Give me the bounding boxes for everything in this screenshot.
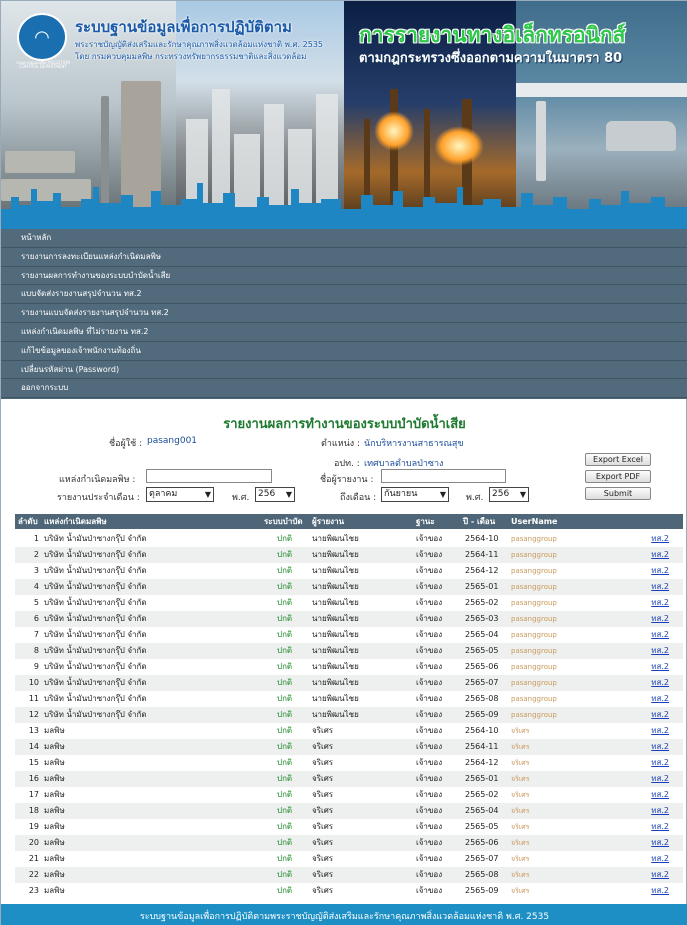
cell-user: pasanggroup bbox=[511, 551, 557, 559]
cell-no: 22 bbox=[28, 870, 39, 879]
cell-rep: นายพิฒนไชย bbox=[312, 678, 359, 687]
cell-user: pasanggroup bbox=[511, 663, 557, 671]
menu-item-wastewater-report[interactable]: รายงานผลการทำงานของระบบบำบัดน้ำเสีย bbox=[1, 267, 687, 286]
cell-name: มลพิษ bbox=[44, 774, 65, 783]
table-row bbox=[15, 659, 683, 675]
col-header-source: แหล่งกำเนิดมลพิษ bbox=[44, 517, 107, 526]
table-row bbox=[15, 787, 683, 803]
cell-name: บริษัท น้ำมันป่าซางกรุ๊ป จำกัด bbox=[44, 582, 147, 591]
cell-user: จริเศร bbox=[511, 727, 530, 735]
ts2-link[interactable]: ทส.2 bbox=[651, 726, 669, 735]
cell-user: pasanggroup bbox=[511, 711, 557, 719]
cell-name: มลพิษ bbox=[44, 822, 65, 831]
table-row bbox=[15, 579, 683, 595]
cell-stat: เจ้าของ bbox=[416, 630, 443, 639]
menu-item-logout[interactable]: ออกจากระบบ bbox=[1, 379, 687, 398]
cell-name: มลพิษ bbox=[44, 886, 65, 895]
cell-rep: นายพิฒนไชย bbox=[312, 694, 359, 703]
cell-sys: ปกติ bbox=[277, 630, 293, 639]
cell-no: 8 bbox=[33, 646, 39, 655]
cell-name: บริษัท น้ำมันป่าซางกรุ๊ป จำกัด bbox=[44, 534, 147, 543]
col-header-reporter: ผู้รายงาน bbox=[312, 517, 345, 526]
col-header-no: ลำดับ bbox=[18, 517, 38, 526]
cell-stat: เจ้าของ bbox=[416, 822, 443, 831]
cell-stat: เจ้าของ bbox=[416, 774, 443, 783]
cell-user: จริเศร bbox=[511, 855, 530, 863]
month-to-select[interactable] bbox=[381, 487, 449, 502]
cell-ym: 2565-06 bbox=[465, 662, 499, 671]
cell-sys: ปกติ bbox=[277, 710, 293, 719]
user-label: ชื่อผู้ใช้ : bbox=[109, 439, 143, 449]
source-input[interactable] bbox=[146, 469, 272, 483]
ts2-link[interactable]: ทส.2 bbox=[651, 550, 669, 559]
position-label: ตำแหน่ง : bbox=[321, 439, 361, 449]
cell-rep: จริเศร bbox=[312, 806, 334, 815]
table-row bbox=[15, 835, 683, 851]
ts2-link[interactable]: ทส.2 bbox=[651, 646, 669, 655]
table-row bbox=[15, 691, 683, 707]
cell-rep: นายพิฒนไชย bbox=[312, 550, 359, 559]
reporter-label: ชื่อผู้รายงาน : bbox=[320, 475, 374, 485]
table-row bbox=[15, 867, 683, 883]
ts2-link[interactable]: ทส.2 bbox=[651, 790, 669, 799]
menu-item-home[interactable]: หน้าหลัก bbox=[1, 229, 687, 248]
ts2-link[interactable]: ทส.2 bbox=[651, 854, 669, 863]
col-header-system: ระบบบำบัด bbox=[264, 517, 303, 526]
ts2-link[interactable]: ทส.2 bbox=[651, 630, 669, 639]
e-reporting-title: การรายงานทางอิเล็กทรอนิกส์ bbox=[359, 23, 626, 47]
table-row bbox=[15, 771, 683, 787]
cell-rep: จริเศร bbox=[312, 758, 334, 767]
cell-ym: 2565-07 bbox=[465, 678, 499, 687]
cell-no: 16 bbox=[28, 774, 39, 783]
col-header-year-month: ปี - เดือน bbox=[463, 517, 496, 526]
cell-stat: เจ้าของ bbox=[416, 646, 443, 655]
cell-sys: ปกติ bbox=[277, 678, 293, 687]
cell-ym: 2565-05 bbox=[465, 822, 499, 831]
cell-sys: ปกติ bbox=[277, 614, 293, 623]
ts2-link[interactable]: ทส.2 bbox=[651, 566, 669, 575]
cell-no: 18 bbox=[28, 806, 39, 815]
cell-ym: 2565-08 bbox=[465, 870, 499, 879]
cell-user: จริเศร bbox=[511, 871, 530, 879]
cell-ym: 2564-10 bbox=[465, 726, 499, 735]
cell-sys: ปกติ bbox=[277, 582, 293, 591]
table-row bbox=[15, 723, 683, 739]
table-row bbox=[15, 819, 683, 835]
cell-sys: ปกติ bbox=[277, 598, 293, 607]
cell-name: บริษัท น้ำมันป่าซางกรุ๊ป จำกัด bbox=[44, 646, 147, 655]
cell-rep: จริเศร bbox=[312, 774, 334, 783]
table-row bbox=[15, 851, 683, 867]
source-label: แหล่งกำเนิดมลพิษ : bbox=[59, 475, 136, 485]
cell-stat: เจ้าของ bbox=[416, 534, 443, 543]
cell-user: จริเศร bbox=[511, 775, 530, 783]
user-value: pasang001 bbox=[147, 436, 198, 446]
cell-stat: เจ้าของ bbox=[416, 870, 443, 879]
table-row bbox=[15, 675, 683, 691]
cell-no: 7 bbox=[33, 630, 39, 639]
cell-no: 20 bbox=[28, 838, 39, 847]
cell-sys: ปกติ bbox=[277, 822, 293, 831]
menu-item-ts2-form[interactable]: แบบจัดส่งรายงานสรุปจำนวน ทส.2 bbox=[1, 285, 687, 304]
cell-ym: 2564-11 bbox=[465, 550, 499, 559]
cell-name: บริษัท น้ำมันป่าซางกรุ๊ป จำกัด bbox=[44, 566, 147, 575]
cell-rep: นายพิฒนไชย bbox=[312, 646, 359, 655]
cell-no: 10 bbox=[28, 678, 39, 687]
cell-name: มลพิษ bbox=[44, 806, 65, 815]
cell-name: บริษัท น้ำมันป่าซางกรุ๊ป จำกัด bbox=[44, 694, 147, 703]
cell-stat: เจ้าของ bbox=[416, 806, 443, 815]
cell-rep: นายพิฒนไชย bbox=[312, 710, 359, 719]
submit-button[interactable]: Submit bbox=[585, 487, 651, 500]
cell-rep: นายพิฒนไชย bbox=[312, 582, 359, 591]
menu-item-source-registration[interactable]: รายงานการลงทะเบียนแหล่งกำเนิดมลพิษ bbox=[1, 248, 687, 267]
cell-name: มลพิษ bbox=[44, 838, 65, 847]
cell-name: บริษัท น้ำมันป่าซางกรุ๊ป จำกัด bbox=[44, 598, 147, 607]
cell-rep: จริเศร bbox=[312, 726, 334, 735]
cell-stat: เจ้าของ bbox=[416, 838, 443, 847]
cell-ym: 2564-12 bbox=[465, 758, 499, 767]
ts2-link[interactable]: ทส.2 bbox=[651, 614, 669, 623]
cell-name: บริษัท น้ำมันป่าซางกรุ๊ป จำกัด bbox=[44, 630, 147, 639]
cell-name: บริษัท น้ำมันป่าซางกรุ๊ป จำกัด bbox=[44, 614, 147, 623]
cell-ym: 2565-01 bbox=[465, 774, 499, 783]
cell-rep: นายพิฒนไชย bbox=[312, 598, 359, 607]
cell-stat: เจ้าของ bbox=[416, 758, 443, 767]
cell-stat: เจ้าของ bbox=[416, 726, 443, 735]
table-header bbox=[15, 514, 683, 529]
cell-sys: ปกติ bbox=[277, 870, 293, 879]
cell-no: 23 bbox=[28, 886, 39, 895]
cell-user: pasanggroup bbox=[511, 631, 557, 639]
cell-no: 6 bbox=[33, 614, 39, 623]
year-from-label: พ.ศ. bbox=[232, 493, 250, 503]
cell-user: pasanggroup bbox=[511, 679, 557, 687]
cell-sys: ปกติ bbox=[277, 854, 293, 863]
cell-ym: 2565-06 bbox=[465, 838, 499, 847]
cell-stat: เจ้าของ bbox=[416, 854, 443, 863]
cell-no: 13 bbox=[28, 726, 39, 735]
cell-no: 9 bbox=[33, 662, 39, 671]
table-row bbox=[15, 883, 683, 899]
logo-caption: กรมควบคุมมลพิษ POLLUTION CONTROL DEPARTMENT bbox=[15, 60, 71, 70]
cell-ym: 2565-04 bbox=[465, 630, 499, 639]
cell-stat: เจ้าของ bbox=[416, 582, 443, 591]
cell-ym: 2564-12 bbox=[465, 566, 499, 575]
cell-rep: นายพิฒนไชย bbox=[312, 534, 359, 543]
cell-name: มลพิษ bbox=[44, 790, 65, 799]
cell-name: บริษัท น้ำมันป่าซางกรุ๊ป จำกัด bbox=[44, 678, 147, 687]
org-value: เทศบาลตำบลป่าซาง bbox=[364, 459, 444, 469]
cell-no: 12 bbox=[28, 710, 39, 719]
cell-sys: ปกติ bbox=[277, 694, 293, 703]
col-header-status: ฐานะ bbox=[416, 517, 435, 526]
cell-name: มลพิษ bbox=[44, 726, 65, 735]
month-from-select[interactable] bbox=[146, 487, 214, 502]
table-row bbox=[15, 707, 683, 723]
table-row bbox=[15, 755, 683, 771]
cell-user: จริเศร bbox=[511, 887, 530, 895]
footer: ระบบฐานข้อมูลเพื่อการปฏิบัติตามพระราชบัญญัติส่งเสริมและรักษาคุณภาพสิ่งแวดล้อมแห่งชาติ พ.ศ. 2535 bbox=[1, 904, 687, 925]
export-excel-button[interactable]: Export Excel bbox=[585, 453, 651, 466]
cell-ym: 2565-05 bbox=[465, 646, 499, 655]
ts2-link[interactable]: ทส.2 bbox=[651, 870, 669, 879]
cell-sys: ปกติ bbox=[277, 566, 293, 575]
cell-stat: เจ้าของ bbox=[416, 694, 443, 703]
table-row bbox=[15, 595, 683, 611]
ts2-link[interactable]: ทส.2 bbox=[651, 694, 669, 703]
cell-ym: 2565-08 bbox=[465, 694, 499, 703]
cell-user: จริเศร bbox=[511, 807, 530, 815]
menu-item-ts2-report[interactable]: รายงานแบบจัดส่งรายงานสรุปจำนวน ทส.2 bbox=[1, 304, 687, 323]
ts2-link[interactable]: ทส.2 bbox=[651, 838, 669, 847]
cell-no: 2 bbox=[33, 550, 39, 559]
cell-ym: 2565-04 bbox=[465, 806, 499, 815]
site-subtitle-act: พระราชบัญญัติส่งเสริมและรักษาคุณภาพสิ่งแวดล้อมแห่งชาติ พ.ศ. 2535 bbox=[75, 40, 323, 49]
cell-rep: นายพิฒนไชย bbox=[312, 662, 359, 671]
cell-sys: ปกติ bbox=[277, 838, 293, 847]
chevron-down-icon: ▼ bbox=[439, 490, 446, 499]
cell-no: 19 bbox=[28, 822, 39, 831]
cell-stat: เจ้าของ bbox=[416, 710, 443, 719]
cell-user: pasanggroup bbox=[511, 695, 557, 703]
cell-stat: เจ้าของ bbox=[416, 662, 443, 671]
cell-stat: เจ้าของ bbox=[416, 598, 443, 607]
cell-ym: 2565-07 bbox=[465, 854, 499, 863]
month-from-label: รายงานประจำเดือน : bbox=[57, 493, 140, 503]
cell-sys: ปกติ bbox=[277, 742, 293, 751]
cell-ym: 2564-11 bbox=[465, 742, 499, 751]
menu-item-change-password[interactable]: เปลี่ยนรหัสผ่าน (Password) bbox=[1, 361, 687, 380]
cell-ym: 2565-09 bbox=[465, 710, 499, 719]
cell-rep: จริเศร bbox=[312, 822, 334, 831]
table-row bbox=[15, 627, 683, 643]
ts2-link[interactable]: ทส.2 bbox=[651, 758, 669, 767]
cell-name: บริษัท น้ำมันป่าซางกรุ๊ป จำกัด bbox=[44, 710, 147, 719]
reporter-input[interactable] bbox=[381, 469, 506, 483]
cell-sys: ปกติ bbox=[277, 774, 293, 783]
page-title: รายงานผลการทำงานของระบบบำบัดน้ำเสีย bbox=[223, 417, 466, 432]
cell-user: pasanggroup bbox=[511, 583, 557, 591]
cell-stat: เจ้าของ bbox=[416, 566, 443, 575]
cell-stat: เจ้าของ bbox=[416, 886, 443, 895]
cell-rep: จริเศร bbox=[312, 838, 334, 847]
menu-item-edit-officer[interactable]: แก้ไขข้อมูลของเจ้าพนักงานท้องถิ่น bbox=[1, 342, 687, 361]
ts2-link[interactable]: ทส.2 bbox=[651, 534, 669, 543]
cell-name: มลพิษ bbox=[44, 758, 65, 767]
cell-user: pasanggroup bbox=[511, 567, 557, 575]
report-table bbox=[15, 531, 683, 899]
logo-emblem-icon: ◠ bbox=[34, 26, 50, 48]
org-label: อปท. : bbox=[334, 459, 360, 469]
year-to-select[interactable] bbox=[489, 487, 529, 502]
month-to-label: ถึงเดือน : bbox=[340, 493, 377, 503]
export-pdf-button[interactable]: Export PDF bbox=[585, 470, 651, 483]
year-to-label: พ.ศ. bbox=[466, 493, 484, 503]
cell-no: 15 bbox=[28, 758, 39, 767]
table-row bbox=[15, 611, 683, 627]
table-row bbox=[15, 739, 683, 755]
cell-name: บริษัท น้ำมันป่าซางกรุ๊ป จำกัด bbox=[44, 550, 147, 559]
year-from-value: 256 bbox=[258, 489, 276, 499]
cell-name: มลพิษ bbox=[44, 854, 65, 863]
cell-no: 21 bbox=[28, 854, 39, 863]
cell-user: pasanggroup bbox=[511, 615, 557, 623]
chevron-down-icon: ▼ bbox=[285, 490, 292, 499]
ts2-link[interactable]: ทส.2 bbox=[651, 742, 669, 751]
cell-ym: 2564-10 bbox=[465, 534, 499, 543]
cell-user: pasanggroup bbox=[511, 535, 557, 543]
cell-sys: ปกติ bbox=[277, 886, 293, 895]
cell-user: pasanggroup bbox=[511, 599, 557, 607]
cell-stat: เจ้าของ bbox=[416, 742, 443, 751]
year-from-select[interactable] bbox=[255, 487, 295, 502]
e-reporting-subtitle: ตามกฎกระทรวงซึ่งออกตามความในมาตรา 80 bbox=[359, 51, 623, 66]
cell-rep: จริเศร bbox=[312, 886, 334, 895]
pcd-logo[interactable] bbox=[17, 13, 67, 61]
cell-stat: เจ้าของ bbox=[416, 678, 443, 687]
ts2-link[interactable]: ทส.2 bbox=[651, 710, 669, 719]
cell-sys: ปกติ bbox=[277, 726, 293, 735]
cell-no: 14 bbox=[28, 742, 39, 751]
cell-no: 5 bbox=[33, 598, 39, 607]
cell-rep: นายพิฒนไชย bbox=[312, 630, 359, 639]
month-to-value: กันยายน bbox=[384, 489, 418, 499]
ts2-link[interactable]: ทส.2 bbox=[651, 806, 669, 815]
cell-sys: ปกติ bbox=[277, 806, 293, 815]
cell-user: จริเศร bbox=[511, 791, 530, 799]
position-value: นักบริหารงานสาธารณสุข bbox=[364, 439, 464, 449]
cell-user: จริเศร bbox=[511, 743, 530, 751]
cell-ym: 2565-01 bbox=[465, 582, 499, 591]
cell-rep: นายพิฒนไชย bbox=[312, 614, 359, 623]
cell-user: pasanggroup bbox=[511, 647, 557, 655]
cell-rep: จริเศร bbox=[312, 854, 334, 863]
table-row bbox=[15, 643, 683, 659]
ts2-link[interactable]: ทส.2 bbox=[651, 662, 669, 671]
cell-stat: เจ้าของ bbox=[416, 790, 443, 799]
cell-rep: จริเศร bbox=[312, 742, 334, 751]
cell-no: 4 bbox=[33, 582, 39, 591]
cell-stat: เจ้าของ bbox=[416, 550, 443, 559]
table-row bbox=[15, 547, 683, 563]
cell-user: จริเศร bbox=[511, 839, 530, 847]
col-header-username: UserName bbox=[511, 517, 558, 526]
chevron-down-icon: ▼ bbox=[204, 490, 211, 499]
cell-no: 11 bbox=[28, 694, 39, 703]
cell-rep: นายพิฒนไชย bbox=[312, 566, 359, 575]
cell-sys: ปกติ bbox=[277, 662, 293, 671]
ts2-link[interactable]: ทส.2 bbox=[651, 886, 669, 895]
cell-no: 17 bbox=[28, 790, 39, 799]
table-row bbox=[15, 531, 683, 547]
cell-user: จริเศร bbox=[511, 759, 530, 767]
cell-ym: 2565-02 bbox=[465, 598, 499, 607]
header-banner bbox=[1, 1, 687, 229]
cell-name: มลพิษ bbox=[44, 742, 65, 751]
site-subtitle-agency: โดย กรมควบคุมมลพิษ กระทรวงทรัพยากรธรรมชาติและสิ่งแวดล้อม bbox=[75, 52, 307, 61]
cell-ym: 2565-03 bbox=[465, 614, 499, 623]
cell-name: มลพิษ bbox=[44, 870, 65, 879]
month-from-value: ตุลาคม bbox=[149, 489, 178, 499]
ts2-link[interactable]: ทส.2 bbox=[651, 598, 669, 607]
cell-ym: 2565-02 bbox=[465, 790, 499, 799]
cell-name: บริษัท น้ำมันป่าซางกรุ๊ป จำกัด bbox=[44, 662, 147, 671]
ts2-link[interactable]: ทส.2 bbox=[651, 678, 669, 687]
cell-user: จริเศร bbox=[511, 823, 530, 831]
chevron-down-icon: ▼ bbox=[519, 490, 526, 499]
ts2-link[interactable]: ทส.2 bbox=[651, 822, 669, 831]
cell-sys: ปกติ bbox=[277, 550, 293, 559]
cell-sys: ปกติ bbox=[277, 758, 293, 767]
ts2-link[interactable]: ทส.2 bbox=[651, 582, 669, 591]
cell-rep: จริเศร bbox=[312, 870, 334, 879]
cell-no: 1 bbox=[33, 534, 39, 543]
cell-rep: จริเศร bbox=[312, 790, 334, 799]
year-to-value: 256 bbox=[492, 489, 510, 499]
skyline-silhouette bbox=[1, 169, 687, 229]
cell-sys: ปกติ bbox=[277, 646, 293, 655]
site-title: ระบบฐานข้อมูลเพื่อการปฏิบัติตาม bbox=[75, 18, 292, 36]
cell-ym: 2565-09 bbox=[465, 886, 499, 895]
table-row bbox=[15, 563, 683, 579]
main-menu bbox=[1, 229, 687, 399]
ts2-link[interactable]: ทส.2 bbox=[651, 774, 669, 783]
table-row bbox=[15, 803, 683, 819]
cell-sys: ปกติ bbox=[277, 534, 293, 543]
menu-item-non-reporting[interactable]: แหล่งกำเนิดมลพิษ ที่ไม่รายงาน ทส.2 bbox=[1, 323, 687, 342]
cell-no: 3 bbox=[33, 566, 39, 575]
cell-sys: ปกติ bbox=[277, 790, 293, 799]
cell-stat: เจ้าของ bbox=[416, 614, 443, 623]
